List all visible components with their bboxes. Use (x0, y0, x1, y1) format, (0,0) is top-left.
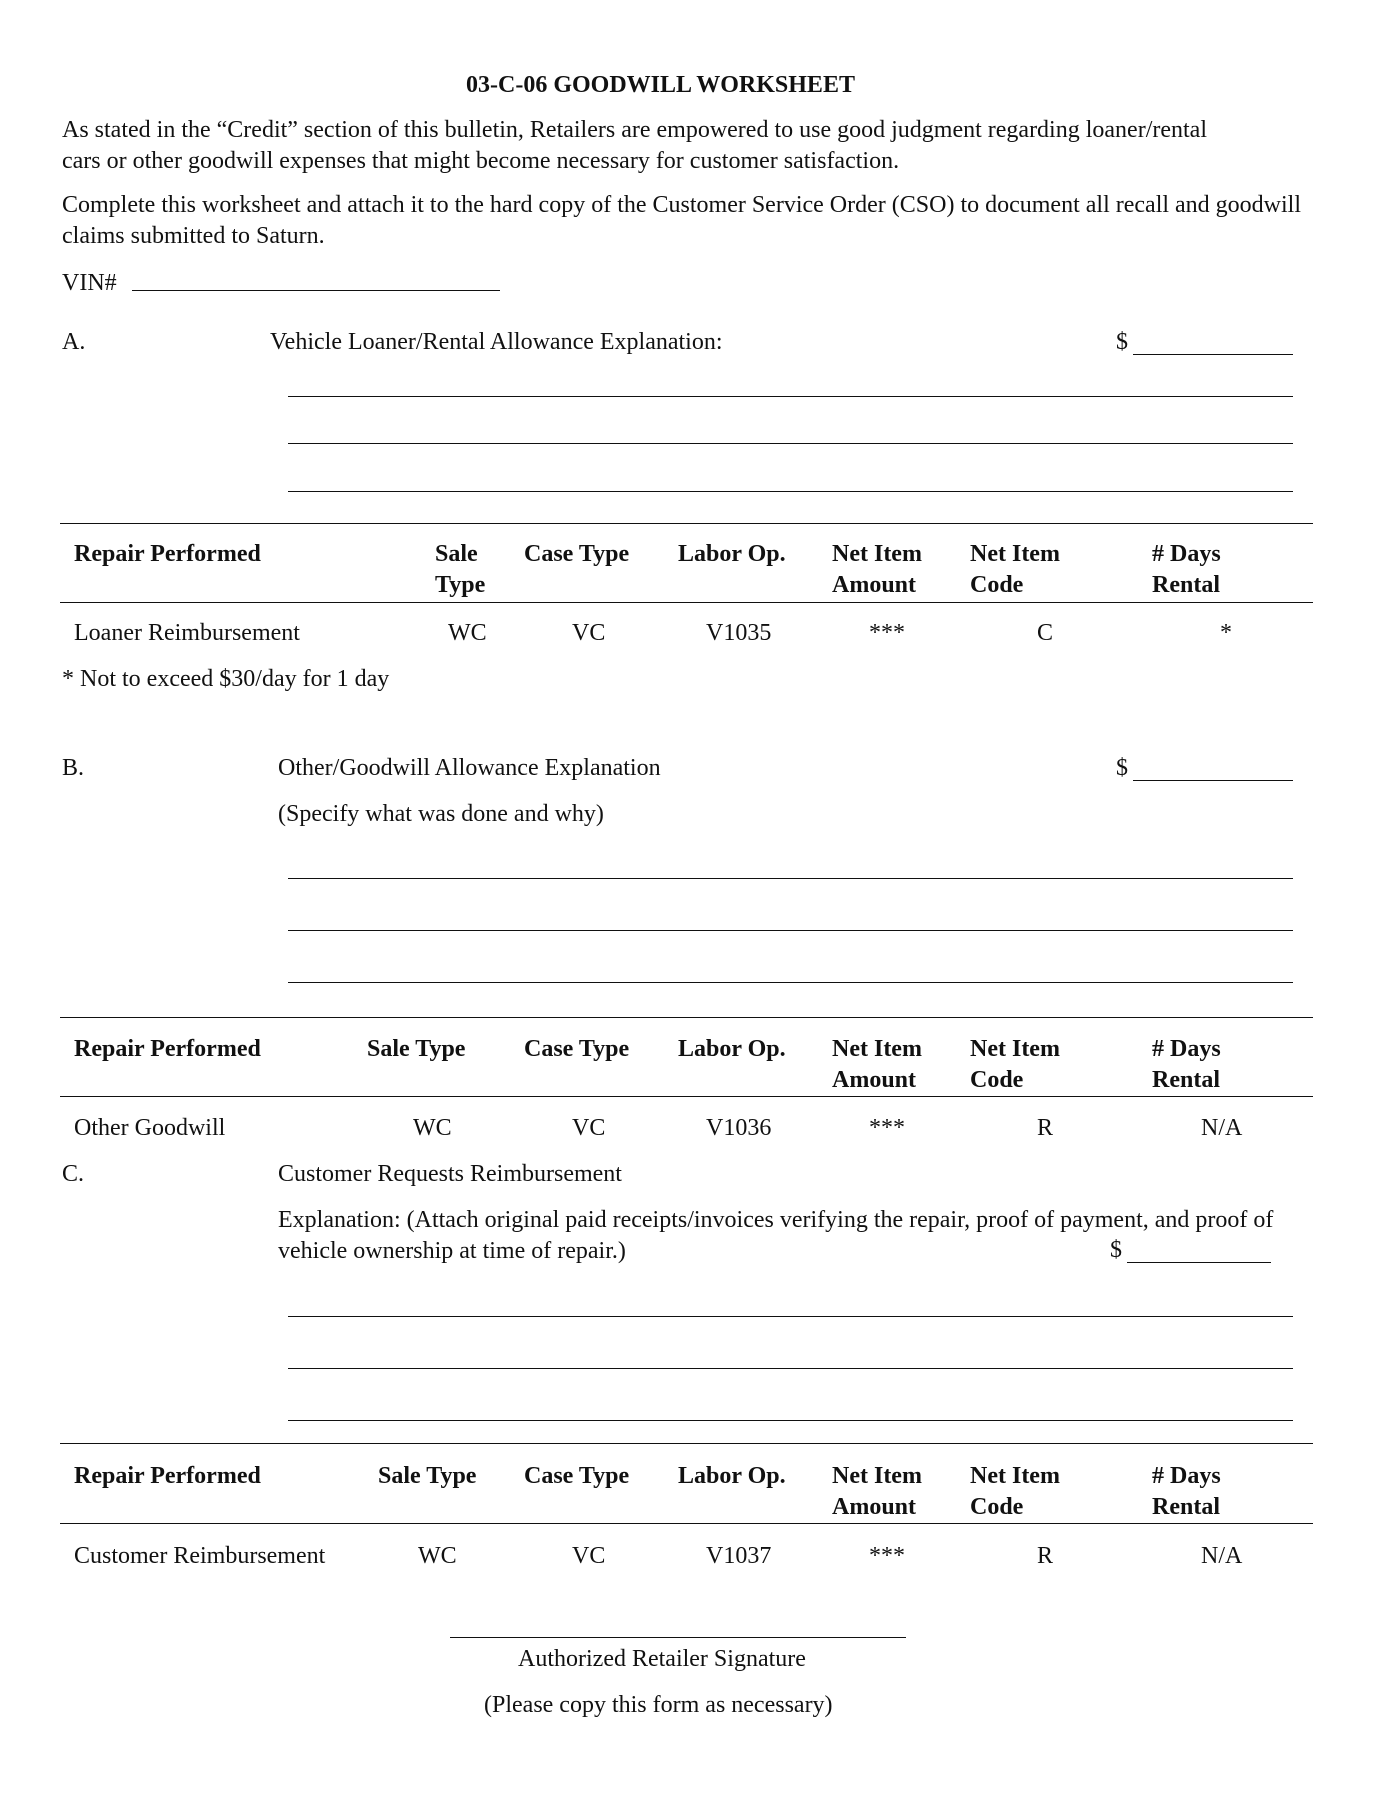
section-a-row-case: VC (572, 620, 606, 646)
section-a-header-labor: Labor Op. (678, 541, 786, 567)
section-a-header-code: Net Item Code (970, 541, 1060, 598)
intro-paragraph-1: As stated in the “Credit” section of this bulletin, Retailers are empowered to use good judgment regarding loaner/rental cars or other goodwill expenses that might become necessary for customer satisfaction. (62, 117, 1207, 174)
section-a-explanation-line-2[interactable] (288, 443, 1293, 444)
section-c-heading: Customer Requests Reimbursement (278, 1161, 622, 1187)
section-b-subheading: (Specify what was done and why) (278, 801, 604, 827)
signature-label: Authorized Retailer Signature (518, 1646, 806, 1672)
section-b-letter: B. (62, 755, 85, 781)
section-b-header-amount: Net Item Amount (832, 1036, 922, 1093)
section-b-row-code: R (1037, 1115, 1054, 1141)
section-b-explanation-line-3[interactable] (288, 982, 1293, 983)
section-c-table-header-rule (60, 1523, 1313, 1524)
section-c-header-repair: Repair Performed (74, 1463, 261, 1489)
vin-field[interactable] (132, 290, 500, 291)
section-a-row-labor: V1035 (706, 620, 772, 646)
section-c-header-code: Net Item Code (970, 1463, 1060, 1520)
section-a-header-case: Case Type (524, 541, 630, 567)
section-a-dollar-sign: $ (1116, 329, 1128, 355)
section-b-heading: Other/Goodwill Allowance Explanation (278, 755, 661, 781)
section-b-row-days: N/A (1201, 1115, 1243, 1141)
section-b-explanation-line-2[interactable] (288, 930, 1293, 931)
section-c-row-case: VC (572, 1543, 606, 1569)
section-c-row-amount: *** (869, 1543, 905, 1569)
section-c-explanation-line-2[interactable] (288, 1368, 1293, 1369)
section-a-amount-field[interactable] (1133, 354, 1293, 355)
section-b-dollar-sign: $ (1116, 755, 1128, 781)
section-c-row-repair: Customer Reimbursement (74, 1543, 326, 1569)
section-a-header-sale: Sale Type (435, 541, 486, 598)
section-a-header-days: # Days Rental (1152, 541, 1221, 598)
section-b-table-header-rule (60, 1096, 1313, 1097)
section-c-explanation-line-1[interactable] (288, 1316, 1293, 1317)
section-b-header-sale: Sale Type (367, 1036, 466, 1062)
section-c-row-days: N/A (1201, 1543, 1243, 1569)
section-b-row-labor: V1036 (706, 1115, 772, 1141)
section-c-header-sale: Sale Type (378, 1463, 477, 1489)
section-c-row-sale: WC (418, 1543, 457, 1569)
section-c-table-top-rule (60, 1443, 1313, 1444)
vin-label: VIN# (62, 270, 117, 296)
section-a-row-sale: WC (448, 620, 487, 646)
section-c-explanation: Explanation: (Attach original paid receipts/invoices verifying the repair, proof of payment, and proof of vehicle ownership at time of repair.) (278, 1207, 1274, 1264)
section-c-row-code: R (1037, 1543, 1054, 1569)
section-c-header-case: Case Type (524, 1463, 630, 1489)
section-a-row-code: C (1037, 620, 1054, 646)
section-b-header-code: Net Item Code (970, 1036, 1060, 1093)
section-b-row-sale: WC (413, 1115, 452, 1141)
section-a-footnote: * Not to exceed $30/day for 1 day (62, 666, 390, 692)
section-b-explanation-line-1[interactable] (288, 878, 1293, 879)
section-a-letter: A. (62, 329, 86, 355)
section-c-explanation-line-3[interactable] (288, 1420, 1293, 1421)
section-a-table-top-rule (60, 523, 1313, 524)
section-a-row-days: * (1220, 620, 1232, 646)
section-b-row-repair: Other Goodwill (74, 1115, 226, 1141)
section-b-header-repair: Repair Performed (74, 1036, 261, 1062)
section-c-header-days: # Days Rental (1152, 1463, 1221, 1520)
signature-field[interactable] (450, 1637, 906, 1638)
section-a-header-repair: Repair Performed (74, 541, 261, 567)
section-b-header-labor: Labor Op. (678, 1036, 786, 1062)
section-b-header-case: Case Type (524, 1036, 630, 1062)
section-b-amount-field[interactable] (1133, 780, 1293, 781)
copy-note: (Please copy this form as necessary) (484, 1692, 833, 1718)
section-c-header-labor: Labor Op. (678, 1463, 786, 1489)
page-title: 03-C-06 GOODWILL WORKSHEET (466, 72, 855, 98)
section-b-header-days: # Days Rental (1152, 1036, 1221, 1093)
section-a-heading: Vehicle Loaner/Rental Allowance Explanation: (270, 329, 723, 355)
section-c-letter: C. (62, 1161, 85, 1187)
section-b-table-top-rule (60, 1017, 1313, 1018)
intro-paragraph-2: Complete this worksheet and attach it to the hard copy of the Customer Service Order (CSO) to document all recall and goodwill claims submitted to Saturn. (62, 192, 1302, 249)
section-a-explanation-line-3[interactable] (288, 491, 1293, 492)
section-b-row-case: VC (572, 1115, 606, 1141)
section-c-dollar-sign: $ (1110, 1237, 1122, 1263)
section-a-row-amount: *** (869, 620, 905, 646)
section-c-row-labor: V1037 (706, 1543, 772, 1569)
section-a-header-amount: Net Item Amount (832, 541, 922, 598)
section-a-row-repair: Loaner Reimbursement (74, 620, 300, 646)
section-a-table-header-rule (60, 602, 1313, 603)
section-c-header-amount: Net Item Amount (832, 1463, 922, 1520)
section-a-explanation-line-1[interactable] (288, 396, 1293, 397)
section-c-amount-field[interactable] (1127, 1262, 1271, 1263)
section-b-row-amount: *** (869, 1115, 905, 1141)
